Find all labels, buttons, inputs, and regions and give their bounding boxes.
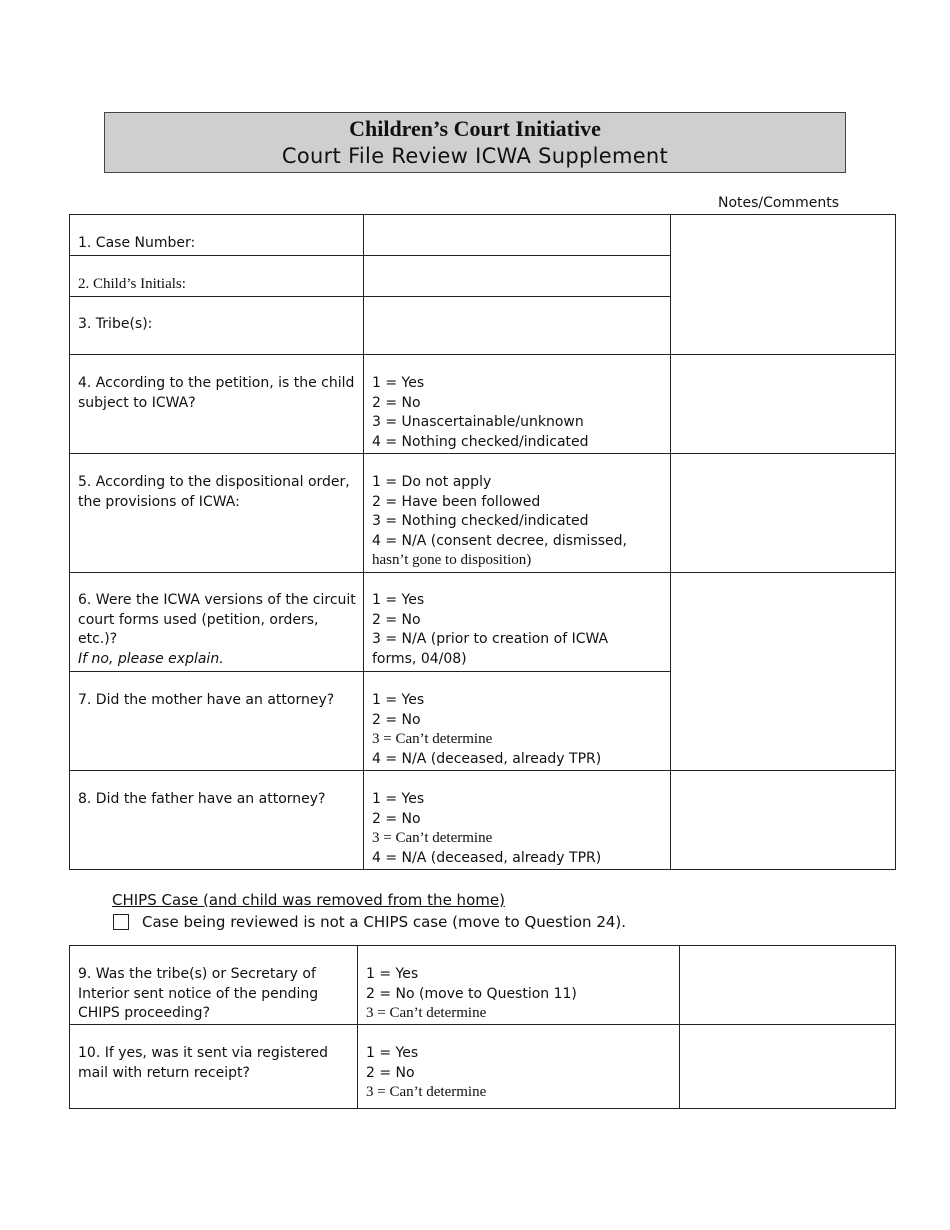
not-chips-checkbox[interactable] <box>113 914 129 930</box>
q5-option-2: 2 = Have been followed <box>372 493 541 510</box>
tribes-field[interactable] <box>364 297 671 355</box>
q6-option-1: 1 = Yes <box>372 592 425 608</box>
notes-field-8[interactable] <box>671 771 896 870</box>
review-table <box>69 214 896 870</box>
q6-option-2: 2 = No <box>372 611 421 628</box>
q10-option-3: 3 = Can’t determine <box>366 1084 487 1100</box>
case-number-field[interactable] <box>364 215 671 256</box>
chips-table <box>69 945 896 1109</box>
q8-option-3: 3 = Can’t determine <box>372 830 493 846</box>
chips-checkbox-row <box>113 913 626 931</box>
q5-option-4: 4 = N/A (consent decree, dismissed, <box>372 532 627 549</box>
question-8-label: 8. Did the father have an attorney? <box>70 771 364 870</box>
q4-option-1: 1 = Yes <box>372 375 425 391</box>
question-10-options <box>358 1025 680 1109</box>
q7-option-2: 2 = No <box>372 711 421 728</box>
question-6-cell <box>70 573 364 672</box>
q4-option-2: 2 = No <box>372 394 421 411</box>
question-row-8 <box>70 771 896 870</box>
q10-option-1: 1 = Yes <box>366 1045 419 1061</box>
q4-option-4: 4 = Nothing checked/indicated <box>372 433 589 450</box>
q6-option-3-cont: forms, 04/08) <box>372 650 467 667</box>
q9-option-2: 2 = No (move to Question 11) <box>366 985 577 1002</box>
question-5-label: 5. According to the dispositional order, the provisions of ICWA: <box>70 454 364 573</box>
question-row-10 <box>70 1025 896 1109</box>
notes-comments-label: Notes/Comments <box>718 195 840 211</box>
question-row-6 <box>70 573 896 672</box>
notes-field-10[interactable] <box>680 1025 896 1109</box>
q7-option-1: 1 = Yes <box>372 692 425 708</box>
q5-option-1: 1 = Do not apply <box>372 474 492 490</box>
q5-option-3: 3 = Nothing checked/indicated <box>372 513 589 529</box>
question-7-label: 7. Did the mother have an attorney? <box>70 672 364 771</box>
question-9-options <box>358 946 680 1025</box>
question-4-label: 4. According to the petition, is the child subject to ICWA? <box>70 355 364 454</box>
notes-field-5[interactable] <box>671 454 896 573</box>
not-chips-checkbox-label: Case being reviewed is not a CHIPS case (move to Question 24). <box>142 913 627 931</box>
q6-option-3: 3 = N/A (prior to creation of ICWA <box>372 631 609 647</box>
q8-option-1: 1 = Yes <box>372 791 425 807</box>
title-box <box>104 112 846 173</box>
q7-option-4: 4 = N/A (deceased, already TPR) <box>372 750 602 767</box>
question-3-label: 3. Tribe(s): <box>70 297 364 355</box>
question-7-options <box>364 672 671 771</box>
question-row-5 <box>70 454 896 573</box>
notes-field-1-3[interactable] <box>671 215 896 355</box>
form-title: Children’s Court Initiative <box>349 116 601 141</box>
q7-option-3: 3 = Can’t determine <box>372 731 493 747</box>
chips-heading: CHIPS Case (and child was removed from the home) <box>112 891 505 909</box>
q10-option-2: 2 = No <box>366 1064 415 1081</box>
question-5-options <box>364 454 671 573</box>
question-6-options <box>364 573 671 672</box>
q9-option-3: 3 = Can’t determine <box>366 1005 487 1021</box>
q8-option-2: 2 = No <box>372 810 421 827</box>
q9-option-1: 1 = Yes <box>366 966 419 982</box>
question-4-options <box>364 355 671 454</box>
question-6-note: If no, please explain. <box>78 650 224 667</box>
question-row-1 <box>70 215 896 256</box>
question-2-label: 2. Child’s Initials: <box>70 256 364 297</box>
q5-option-4-cont: hasn’t gone to disposition) <box>372 552 532 568</box>
q8-option-4: 4 = N/A (deceased, already TPR) <box>372 849 602 866</box>
question-10-label: 10. If yes, was it sent via registered mail with return receipt? <box>70 1025 358 1109</box>
question-1-label: 1. Case Number: <box>70 215 364 256</box>
question-6-label: 6. Were the ICWA versions of the circuit court forms used (petition, orders, etc.)? <box>78 592 356 647</box>
question-9-label: 9. Was the tribe(s) or Secretary of Interior sent notice of the pending CHIPS proceeding? <box>70 946 358 1025</box>
notes-field-9[interactable] <box>680 946 896 1025</box>
notes-field-4[interactable] <box>671 355 896 454</box>
question-8-options <box>364 771 671 870</box>
question-row-4 <box>70 355 896 454</box>
q4-option-3: 3 = Unascertainable/unknown <box>372 414 584 430</box>
child-initials-field[interactable] <box>364 256 671 297</box>
question-row-9 <box>70 946 896 1025</box>
notes-field-6-7[interactable] <box>671 573 896 771</box>
form-subtitle: Court File Review ICWA Supplement <box>281 144 669 168</box>
